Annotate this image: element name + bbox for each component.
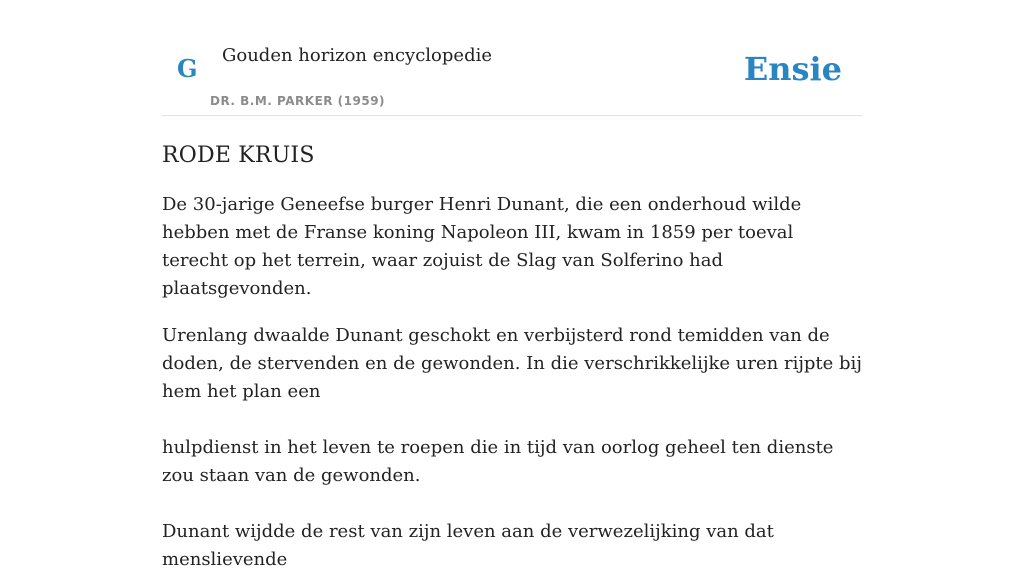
- book-author: DR. B.M. PARKER (1959): [210, 94, 386, 108]
- article-paragraph: hulpdienst in het leven te roepen die in tijd van oorlog geheel ten dienste zou staan van de gewonden.: [162, 437, 834, 486]
- article-paragraph: Dunant wijdde de rest van zijn leven aan de verwezelijking van dat menslievende: [162, 521, 774, 570]
- article-paragraph: De 30-jarige Geneefse burger Henri Dunant, die een onderhoud wilde hebben met de Franse koning Napoleon III, kwam in 1859 per toeval terecht op het terrein, waar zojuist de Slag van Solferino had plaatsgevonden.: [162, 194, 802, 299]
- header: [162, 0, 862, 116]
- ensie-logo-link[interactable]: Ensie: [743, 50, 842, 88]
- page: [162, 0, 862, 574]
- article-title: RODE KRUIS: [162, 143, 315, 168]
- article-paragraph: Urenlang dwaalde Dunant geschokt en verbijsterd rond temidden van de doden, de stervenden en de gewonden. In die verschrikkelijke uren rijpte bij hem het plan een: [162, 325, 862, 402]
- book-title-link[interactable]: Gouden horizon encyclopedie: [222, 45, 492, 66]
- article: [162, 143, 862, 574]
- book-logo-icon[interactable]: G: [177, 54, 198, 83]
